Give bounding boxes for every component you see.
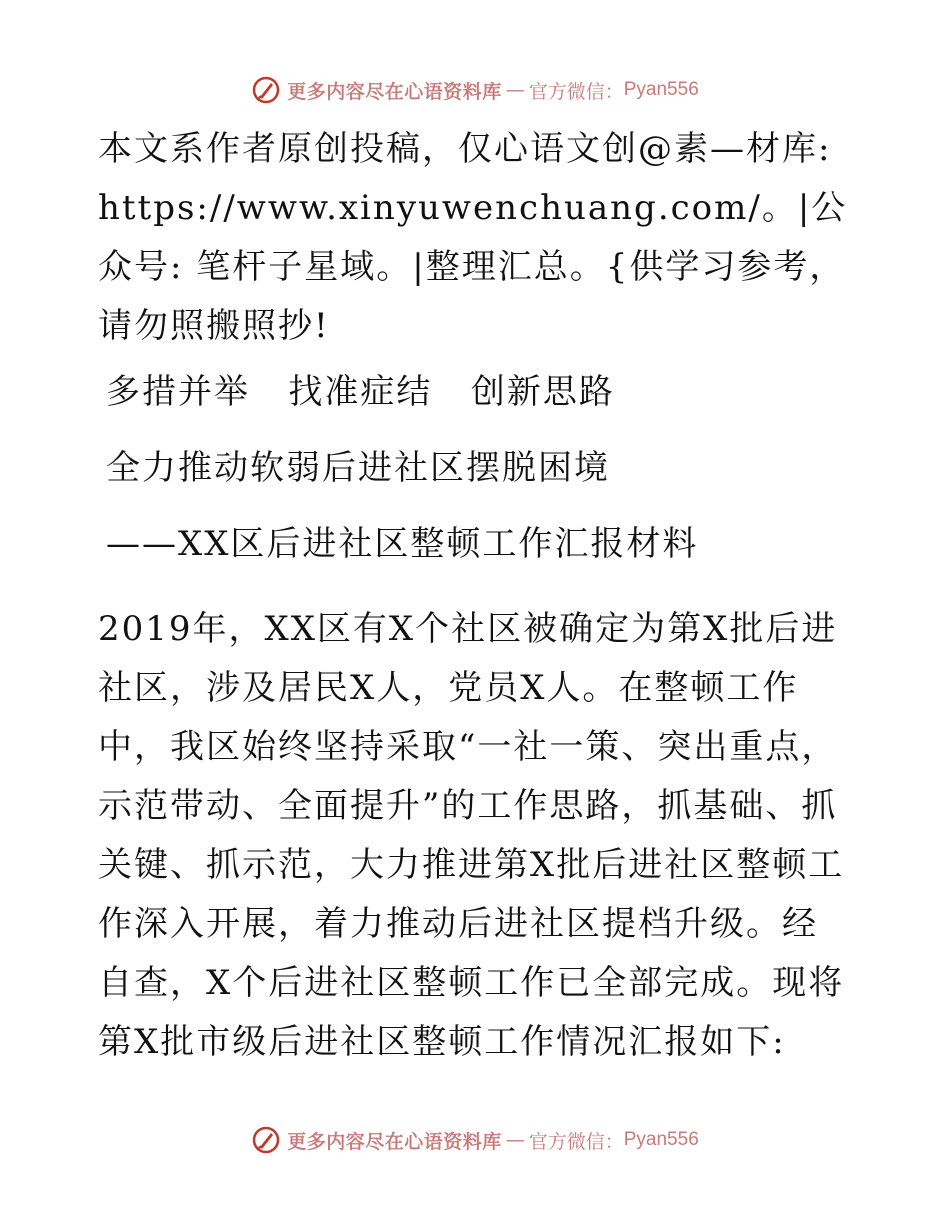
- banner-wechat-label: 官方微信：: [528, 1130, 624, 1153]
- intro-paragraph: 本文系作者原创投稿，仅心语文创@素—材库: https://www.xinyuwenchuang.com/。|公众号: 笔杆子星域。|整理汇总。{供学习参考，请勿照搬照抄!: [98, 129, 848, 346]
- body-paragraph: 2019年，XX区有X个社区被确定为第X批后进社区，涉及居民X人，党员X人。在整顿工作中，我区始终坚持采取“一社一策、突出重点，示范带动、全面提升”的工作思路，抓基础、抓关键、抓示范，大力推进第X批后进社区整顿工作深入开展，着力推动后进社区提档升级。经自查，X个后进社区整顿工作已全部完成。现将第X批市级后进社区整顿工作情况汇报如下:: [98, 609, 845, 1062]
- document-body: [98, 120, 850, 1072]
- banner-brand-text: 更多内容尽在心语资料库: [287, 1130, 502, 1153]
- banner-brand-text: 更多内容尽在心语资料库: [287, 80, 502, 103]
- feather-pen-circle-icon: [251, 1125, 281, 1155]
- banner-account: Pyan556: [623, 1129, 699, 1150]
- title-line-1: 多措并举 找准症结 创新思路: [106, 372, 615, 412]
- header-banner: [0, 70, 950, 110]
- banner-account: Pyan556: [623, 79, 699, 100]
- banner-separator: —: [505, 79, 525, 101]
- banner-wechat-label: 官方微信：: [528, 80, 624, 103]
- feather-pen-circle-icon: [251, 75, 281, 105]
- banner-separator: —: [505, 1129, 525, 1151]
- title-line-2: 全力推动软弱后进社区摆脱困境: [106, 448, 610, 488]
- subtitle: ——XX区后进社区整顿工作汇报材料: [106, 524, 699, 564]
- footer-banner: [0, 1120, 950, 1160]
